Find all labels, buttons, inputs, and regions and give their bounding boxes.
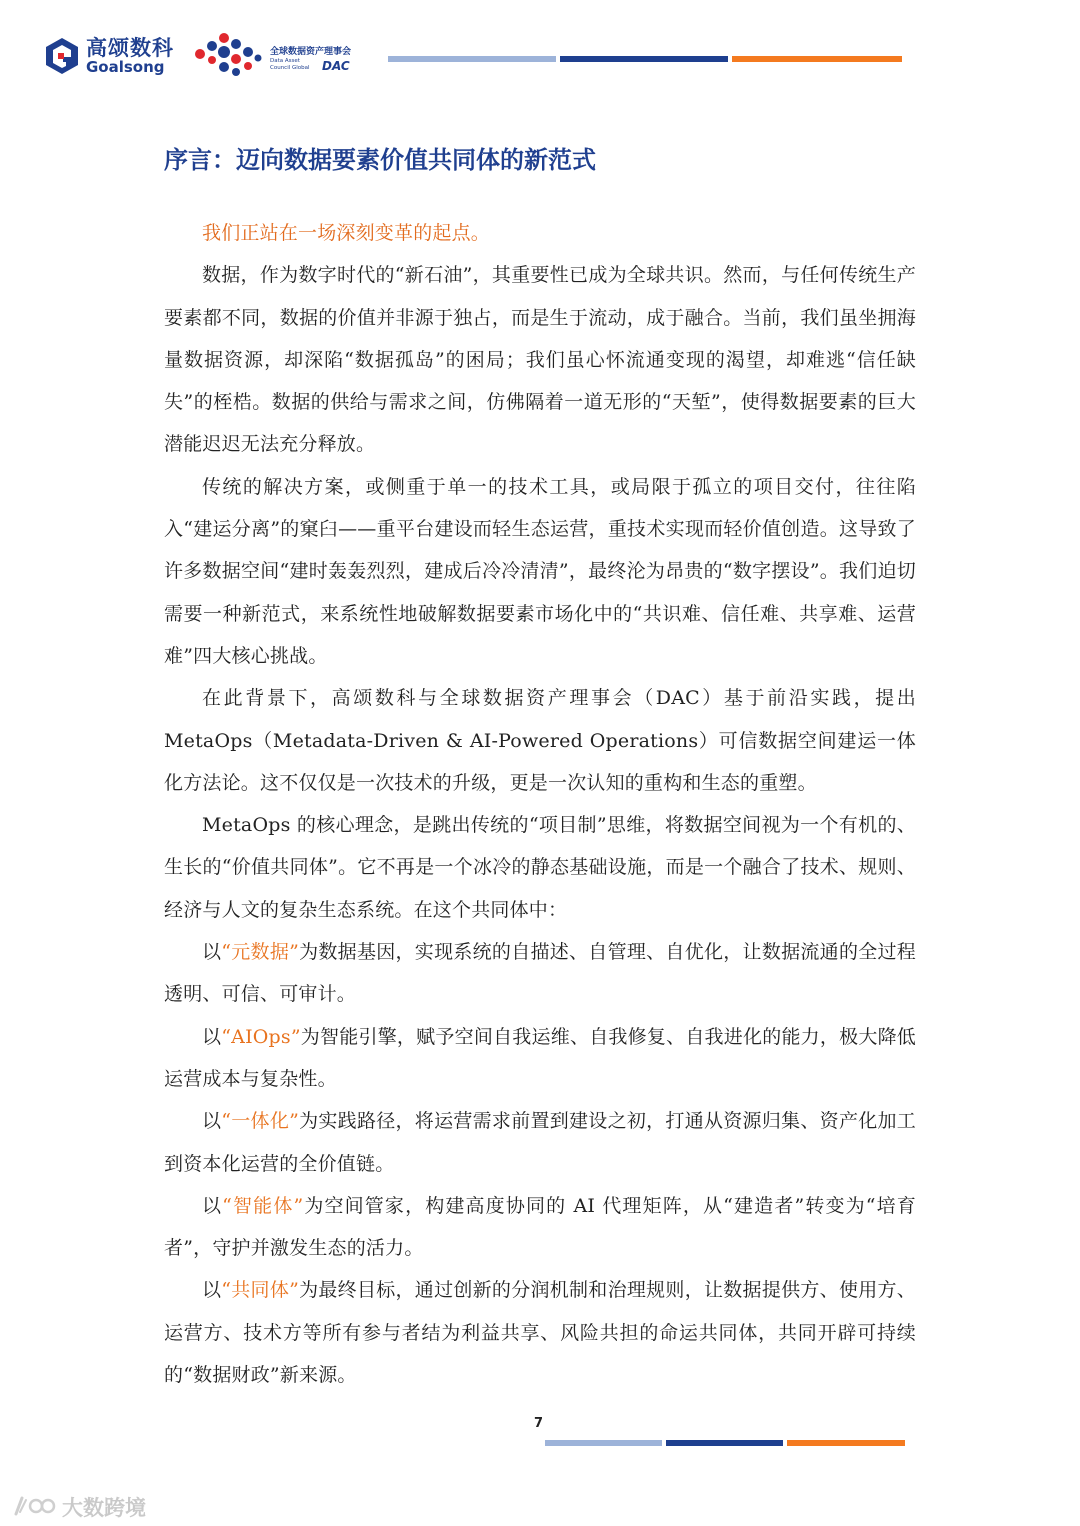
- pillar-paragraph: [164, 1185, 916, 1270]
- stripe-orange: [787, 1440, 905, 1446]
- pillar-paragraph: [164, 931, 916, 1016]
- pillar-keyword: “AIOps”: [221, 1025, 301, 1048]
- preface-body: [164, 212, 916, 1396]
- pillar-text: 为实践路径，将运营需求前置到建设之初，打通从资源归集、资产化加工到资本化运营的全价值链。: [164, 1110, 916, 1175]
- pillar-prefix: 以: [202, 1279, 222, 1302]
- stripe-dark: [666, 1440, 783, 1446]
- watermark-logo-icon: [12, 1492, 60, 1518]
- watermark: [12, 1490, 152, 1520]
- goalsong-en-name: Goalsong: [86, 58, 165, 76]
- pillar-text: 为数据基因，实现系统的自描述、自管理、自优化，让数据流通的全过程透明、可信、可审计。: [164, 941, 916, 1006]
- stripe-orange: [732, 56, 902, 62]
- pillar-keyword: “智能体”: [222, 1194, 304, 1217]
- dac-logo: [192, 30, 367, 78]
- dac-dots-icon: [192, 30, 264, 78]
- stripe-light: [545, 1440, 662, 1446]
- watermark-text: 大数跨境: [62, 1496, 146, 1520]
- pillar-keyword: “一体化”: [221, 1110, 300, 1133]
- goalsong-cn-name: 高颂数科: [86, 36, 174, 60]
- dac-en-line2: Council Global: [270, 65, 310, 71]
- pillar-prefix: 以: [202, 1110, 222, 1133]
- page-number: 7: [534, 1416, 544, 1431]
- paragraph: 传统的解决方案，或侧重于单一的技术工具，或局限于孤立的项目交付，往往陷入“建运分离”的窠臼——重平台建设而轻生态运营，重技术实现而轻价值创造。这导致了许多数据空间“建时轰轰烈烈，建成后冷冷清清”，最终沦为昂贵的“数字摆设”。我们迫切需要一种新范式，来系统性地破解数据要素市场化中的“共识难、信任难、共享难、运营难”四大核心挑战。: [164, 475, 916, 667]
- pillar-text: 为空间管家，构建高度协同的 AI 代理矩阵，从“建造者”转变为“培育者”，守护并激发生态的活力。: [164, 1194, 917, 1260]
- pillar-keyword: “元数据”: [221, 941, 300, 964]
- lead-paragraph: 我们正站在一场深刻变革的起点。: [202, 222, 491, 244]
- pillar-paragraph: [164, 1269, 916, 1396]
- dac-en-line1: Data Asset: [270, 58, 300, 64]
- pillar-prefix: 以: [202, 1194, 223, 1217]
- page-title: 序言：迈向数据要素价值共同体的新范式: [164, 146, 596, 174]
- paragraph: MetaOps 的核心理念，是跳出传统的“项目制”思维，将数据空间视为一个有机的、生长的“价值共同体”。它不再是一个冰冷的静态基础设施，而是一个融合了技术、规则、经济与人文的复杂生态系统。在这个共同体中：: [164, 814, 916, 921]
- dac-abbr: DAC: [322, 59, 350, 73]
- pillar-prefix: 以: [202, 1025, 222, 1048]
- stripe-dark: [560, 56, 728, 62]
- pillar-text: 为最终目标，通过创新的分润机制和治理规则，让数据提供方、使用方、运营方、技术方等所有参与者结为利益共享、风险共担的命运共同体，共同开辟可持续的“数据财政”新来源。: [164, 1279, 916, 1387]
- dac-cn-name: 全球数据资产理事会: [270, 47, 352, 57]
- goalsong-mark-icon: [44, 36, 80, 76]
- pillar-prefix: 以: [202, 941, 222, 964]
- pillar-paragraph: [164, 1100, 916, 1185]
- page-header: [0, 0, 1080, 100]
- stripe-light: [388, 56, 556, 62]
- header-stripes: [388, 56, 902, 62]
- footer-stripes: [545, 1440, 905, 1446]
- pillar-keyword: “共同体”: [221, 1279, 300, 1302]
- goalsong-logo: [44, 30, 179, 80]
- paragraph: 在此背景下，高颂数科与全球数据资产理事会（DAC）基于前沿实践，提出 MetaOps（Metadata-Driven & AI-Powered Operations）可信数据空间建运一体化方法论。这不仅仅是一次技术的升级，更是一次认知的重构和生态的重塑。: [164, 687, 916, 794]
- paragraph: 数据，作为数字时代的“新石油”，其重要性已成为全球共识。然而，与任何传统生产要素都不同，数据的价值并非源于独占，而是生于流动，成于融合。当前，我们虽坐拥海量数据资源，却深陷“数据孤岛”的困局；我们虽心怀流通变现的渴望，却难逃“信任缺失”的桎梏。数据的供给与需求之间，仿佛隔着一道无形的“天堑”，使得数据要素的巨大潜能迟迟无法充分释放。: [164, 264, 916, 456]
- pillar-paragraph: [164, 1016, 916, 1101]
- pillar-text: 为智能引擎，赋予空间自我运维、自我修复、自我进化的能力，极大降低运营成本与复杂性。: [164, 1025, 917, 1090]
